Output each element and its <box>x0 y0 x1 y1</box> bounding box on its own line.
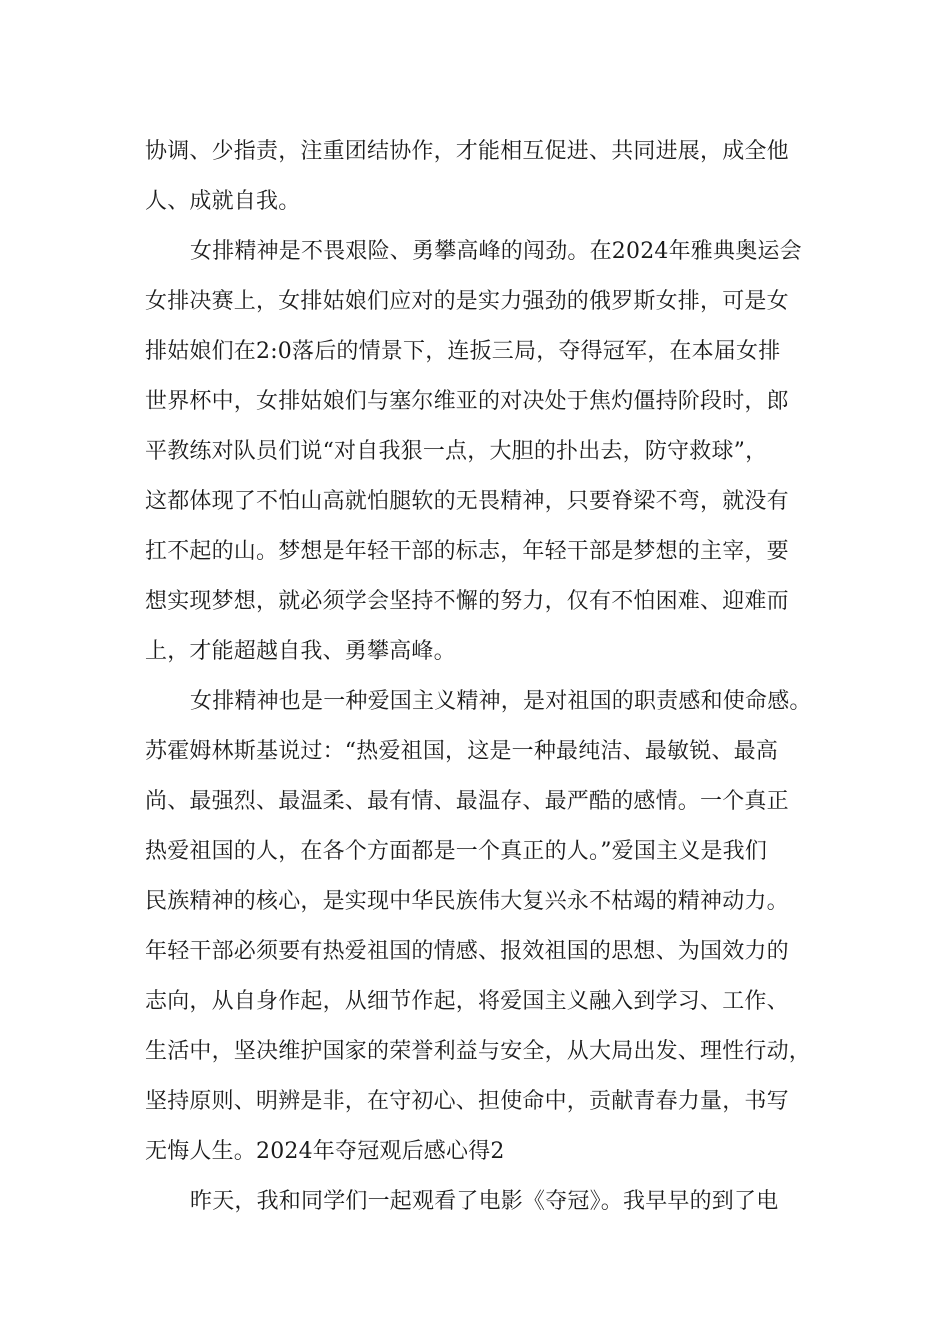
paragraph-start-line: 女排精神也是一种爱国主义精神，是对祖国的职责感和使命感。 <box>190 689 812 714</box>
text-line: 人、成就自我。 <box>145 189 301 214</box>
text-line: 上，才能超越自我、勇攀高峰。 <box>145 639 456 664</box>
text-line: 尚、最强烈、最温柔、最有情、最温存、最严酷的感情。一个真正 <box>145 789 789 814</box>
text-line: 坚持原则、明辨是非，在守初心、担使命中，贡献青春力量，书写 <box>145 1089 789 1114</box>
text-line: 苏霍姆林斯基说过：“热爱祖国，这是一种最纯洁、最敏锐、最高 <box>145 739 779 764</box>
text-line: 无悔人生。2024年夺冠观后感心得2 <box>145 1139 505 1164</box>
text-line: 扛不起的山。梦想是年轻干部的标志，年轻干部是梦想的主宰，要 <box>145 539 789 564</box>
text-line: 协调、少指责，注重团结协作，才能相互促进、共同进展，成全他 <box>145 139 789 164</box>
text-line: 年轻干部必须要有热爱祖国的情感、报效祖国的思想、为国效力的 <box>145 939 789 964</box>
text-line: 热爱祖国的人，在各个方面都是一个真正的人。”爱国主义是我们 <box>145 839 768 864</box>
paragraph-start-line: 昨天，我和同学们一起观看了电影《夺冠》。我早早的到了电 <box>190 1189 779 1214</box>
text-line: 世界杯中，女排姑娘们与塞尔维亚的对决处于焦灼僵持阶段时，郎 <box>145 389 789 414</box>
text-line: 排姑娘们在2:0落后的情景下，连扳三局，夺得冠军，在本届女排 <box>145 339 781 364</box>
text-line: 民族精神的核心，是实现中华民族伟大复兴永不枯竭的精神动力。 <box>145 889 789 914</box>
text-line: 想实现梦想，就必须学会坚持不懈的努力，仅有不怕困难、迎难而 <box>145 589 789 614</box>
text-line: 女排决赛上，女排姑娘们应对的是实力强劲的俄罗斯女排，可是女 <box>145 289 789 314</box>
paragraph-start-line: 女排精神是不畏艰险、勇攀高峰的闯劲。在2024年雅典奥运会 <box>190 239 802 264</box>
text-line: 志向，从自身作起，从细节作起，将爱国主义融入到学习、工作、 <box>145 989 789 1014</box>
text-line: 这都体现了不怕山高就怕腿软的无畏精神，只要脊梁不弯，就没有 <box>145 489 789 514</box>
text-line: 平教练对队员们说“对自我狠一点，大胆的扑出去，防守救球”， <box>145 439 768 464</box>
text-line: 生活中，坚决维护国家的荣誉利益与安全，从大局出发、理性行动， <box>145 1039 812 1064</box>
